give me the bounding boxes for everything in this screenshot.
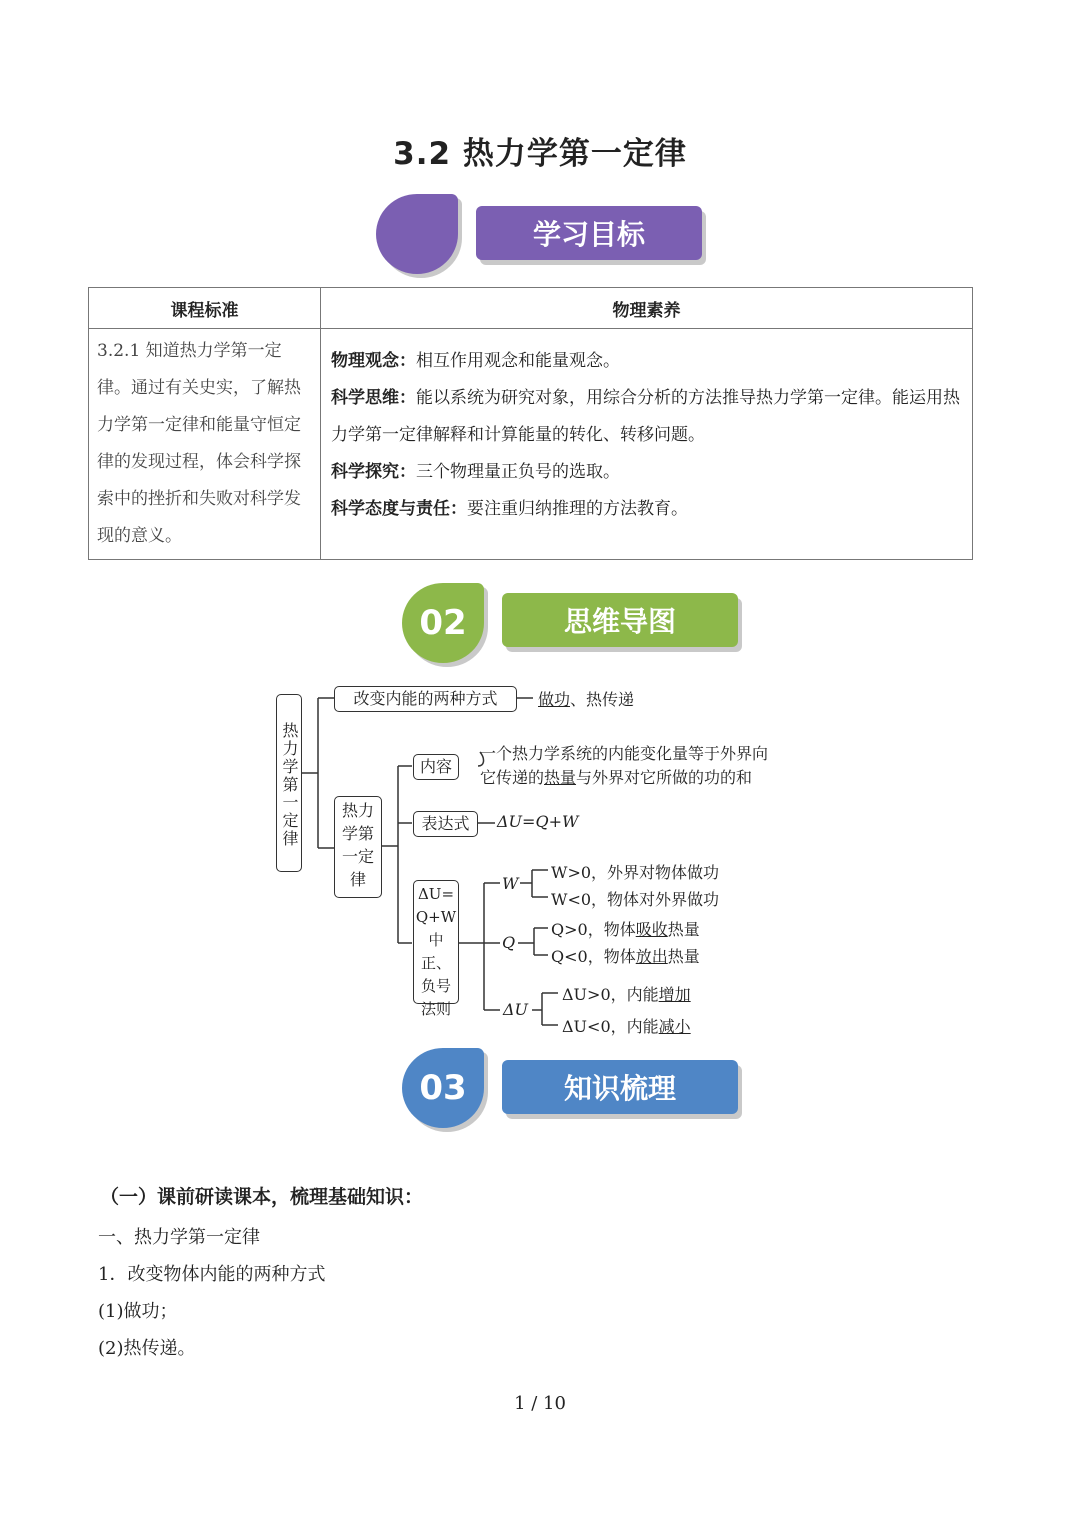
literacy-item: 科学思维：能以系统为研究对象，用综合分析的方法推导热力学第一定律。能运用热力学第一定律解释和计算能量的转化、转移问题。 [331, 388, 960, 445]
mindmap-Q-positive: Q>0，物体吸收热量 [551, 920, 700, 939]
mindmap-W-positive: W>0，外界对物体做功 [551, 863, 720, 882]
page-title: 3.2 热力学第一定律 [393, 136, 687, 172]
content-subheading: 一、热力学第一定律 [98, 1227, 260, 1248]
mindmap-W-label: W [502, 874, 519, 893]
table-header-standard: 课程标准 [89, 288, 321, 329]
mindmap-node-expression: 表达式 [413, 811, 478, 837]
mindmap-Q-label: Q [502, 933, 516, 952]
mindmap-root: 热力学第一定律 [276, 694, 302, 872]
literacy-item: 科学态度与责任：要注重归纳推理的方法教育。 [331, 499, 688, 519]
banner-number: 02 [402, 583, 484, 663]
mindmap-node-ways: 改变内能的两种方式 [334, 686, 517, 712]
page-number: 1 / 10 [514, 1393, 566, 1414]
content-item: (2)热传递。 [98, 1338, 196, 1359]
section-banner-mindmap [400, 583, 745, 667]
mindmap-content-line1: 一个热力学系统的内能变化量等于外界向 [480, 744, 769, 763]
content-heading: （一）课前研读课本，梳理基础知识： [100, 1186, 424, 1208]
literacy-item: 科学探究：三个物理量正负号的选取。 [331, 462, 620, 482]
content-item: 1．改变物体内能的两种方式 [98, 1264, 326, 1285]
mindmap-ways-answer: 做功、热传递 [538, 690, 635, 709]
section-banner-objectives [376, 194, 706, 278]
banner-leaf-shape [376, 194, 458, 274]
mindmap-U-label: ΔU [503, 1000, 529, 1019]
objectives-table [88, 287, 973, 560]
mindmap-expression-formula: ΔU=Q+W [497, 812, 579, 831]
banner-label: 知识梳理 [502, 1060, 738, 1114]
content-item: (1)做功； [98, 1301, 178, 1322]
table-header-literacy: 物理素养 [321, 288, 973, 329]
mindmap-node-law: 热力学第一定律 [334, 796, 382, 898]
banner-number: 03 [402, 1048, 484, 1128]
literacy-list [321, 329, 973, 560]
mindmap-U-positive: ΔU>0，内能增加 [562, 985, 691, 1004]
mindmap-Q-negative: Q<0，物体放出热量 [551, 947, 700, 966]
literacy-item: 物理观念：相互作用观念和能量观念。 [331, 351, 620, 371]
section-banner-knowledge [400, 1048, 745, 1132]
banner-label: 学习目标 [476, 206, 702, 260]
mindmap-W-negative: W<0，物体对外界做功 [551, 890, 720, 909]
mindmap-node-content: 内容 [413, 754, 459, 780]
mindmap-U-negative: ΔU<0，内能减小 [562, 1017, 691, 1036]
curriculum-standard-text: 3.2.1 知道热力学第一定律。通过有关史实，了解热力学第一定律和能量守恒定律的发现过程，体会科学探索中的挫折和失败对科学发现的意义。 [89, 329, 321, 560]
banner-label: 思维导图 [502, 593, 738, 647]
mindmap-content-line2: 它传递的热量与外界对它所做的功的和 [480, 768, 753, 787]
mindmap-node-sign-rule: ΔU=Q+W中正、负号法则 [413, 880, 459, 1004]
